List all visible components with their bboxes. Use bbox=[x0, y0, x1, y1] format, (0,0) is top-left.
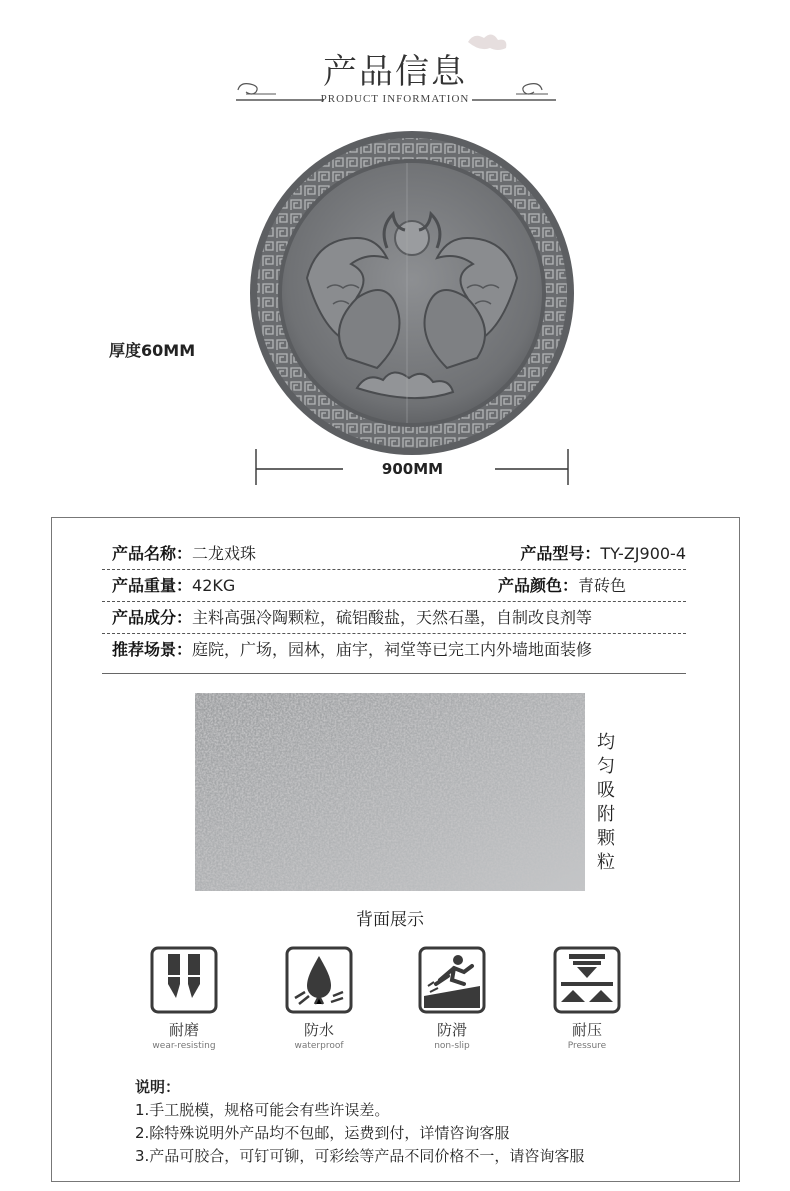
info-row-name-model bbox=[112, 541, 686, 571]
waterproof-icon bbox=[285, 946, 353, 1014]
note-item: 1.手工脱模，规格可能会有些许误差。 bbox=[135, 1101, 390, 1119]
name-label: 产品名称： bbox=[112, 544, 193, 563]
feature-pressure-label: 耐压 bbox=[571, 1021, 602, 1039]
note-item: 3.产品可胶合，可钉可铆，可彩绘等产品不同价格不一，请咨询客服 bbox=[135, 1147, 585, 1165]
feature-pressure bbox=[532, 946, 642, 1051]
feature-wear-label: 耐磨 bbox=[168, 1021, 199, 1039]
wear-resisting-icon bbox=[150, 946, 218, 1014]
notes-section bbox=[135, 1076, 584, 1168]
info-row-composition bbox=[112, 605, 686, 635]
name-value: 二龙戏珠 bbox=[192, 544, 257, 563]
scene-value: 庭院，广场，园林，庙宇，祠堂等已完工内外墙地面装修 bbox=[192, 640, 593, 659]
feature-waterproof-sublabel: waterproof bbox=[294, 1041, 344, 1051]
back-caption: 背面展示 bbox=[356, 910, 424, 930]
composition-label: 产品成分： bbox=[112, 608, 193, 627]
model-label: 产品型号： bbox=[520, 544, 601, 563]
diameter-label: 900MM bbox=[381, 460, 444, 478]
info-row-scene bbox=[112, 637, 686, 667]
divider bbox=[102, 569, 686, 570]
thickness-label: 厚度60MM bbox=[109, 341, 196, 360]
product-info-box bbox=[51, 517, 740, 1182]
side-text-uniform-particles: 均匀吸附颗粒 bbox=[597, 732, 615, 873]
color-label: 产品颜色： bbox=[497, 576, 578, 595]
page-subtitle: PRODUCT INFORMATION bbox=[320, 93, 470, 105]
model-value: TY-ZJ900-4 bbox=[600, 544, 686, 563]
note-item: 2.除特殊说明外产品均不包邮，运费到付，详情咨询客服 bbox=[135, 1124, 510, 1142]
non-slip-icon bbox=[418, 946, 486, 1014]
divider bbox=[102, 633, 686, 634]
feature-non-slip-label: 防滑 bbox=[436, 1021, 467, 1039]
feature-wear-sublabel: wear-resisting bbox=[152, 1041, 216, 1051]
feature-non-slip bbox=[397, 946, 507, 1051]
page-title: 产品信息 bbox=[323, 52, 467, 92]
divider bbox=[102, 673, 686, 674]
color-value: 青砖色 bbox=[577, 576, 626, 595]
feature-pressure-sublabel: Pressure bbox=[567, 1041, 607, 1051]
divider bbox=[102, 601, 686, 602]
info-row-weight-color bbox=[112, 573, 686, 603]
feature-waterproof bbox=[264, 946, 374, 1051]
weight-label: 产品重量： bbox=[112, 576, 193, 595]
scene-label: 推荐场景： bbox=[112, 640, 193, 659]
back-texture-image bbox=[195, 693, 585, 891]
feature-wear-resisting bbox=[129, 946, 239, 1051]
feature-non-slip-sublabel: non-slip bbox=[434, 1041, 470, 1051]
notes-title: 说明： bbox=[135, 1078, 181, 1096]
feature-waterproof-label: 防水 bbox=[303, 1021, 334, 1039]
composition-value: 主料高强冷陶颗粒，硫铝酸盐，天然石墨，自制改良剂等 bbox=[192, 608, 593, 627]
dragon-medallion-image bbox=[247, 128, 577, 458]
pressure-icon bbox=[553, 946, 621, 1014]
weight-value: 42KG bbox=[192, 576, 236, 595]
